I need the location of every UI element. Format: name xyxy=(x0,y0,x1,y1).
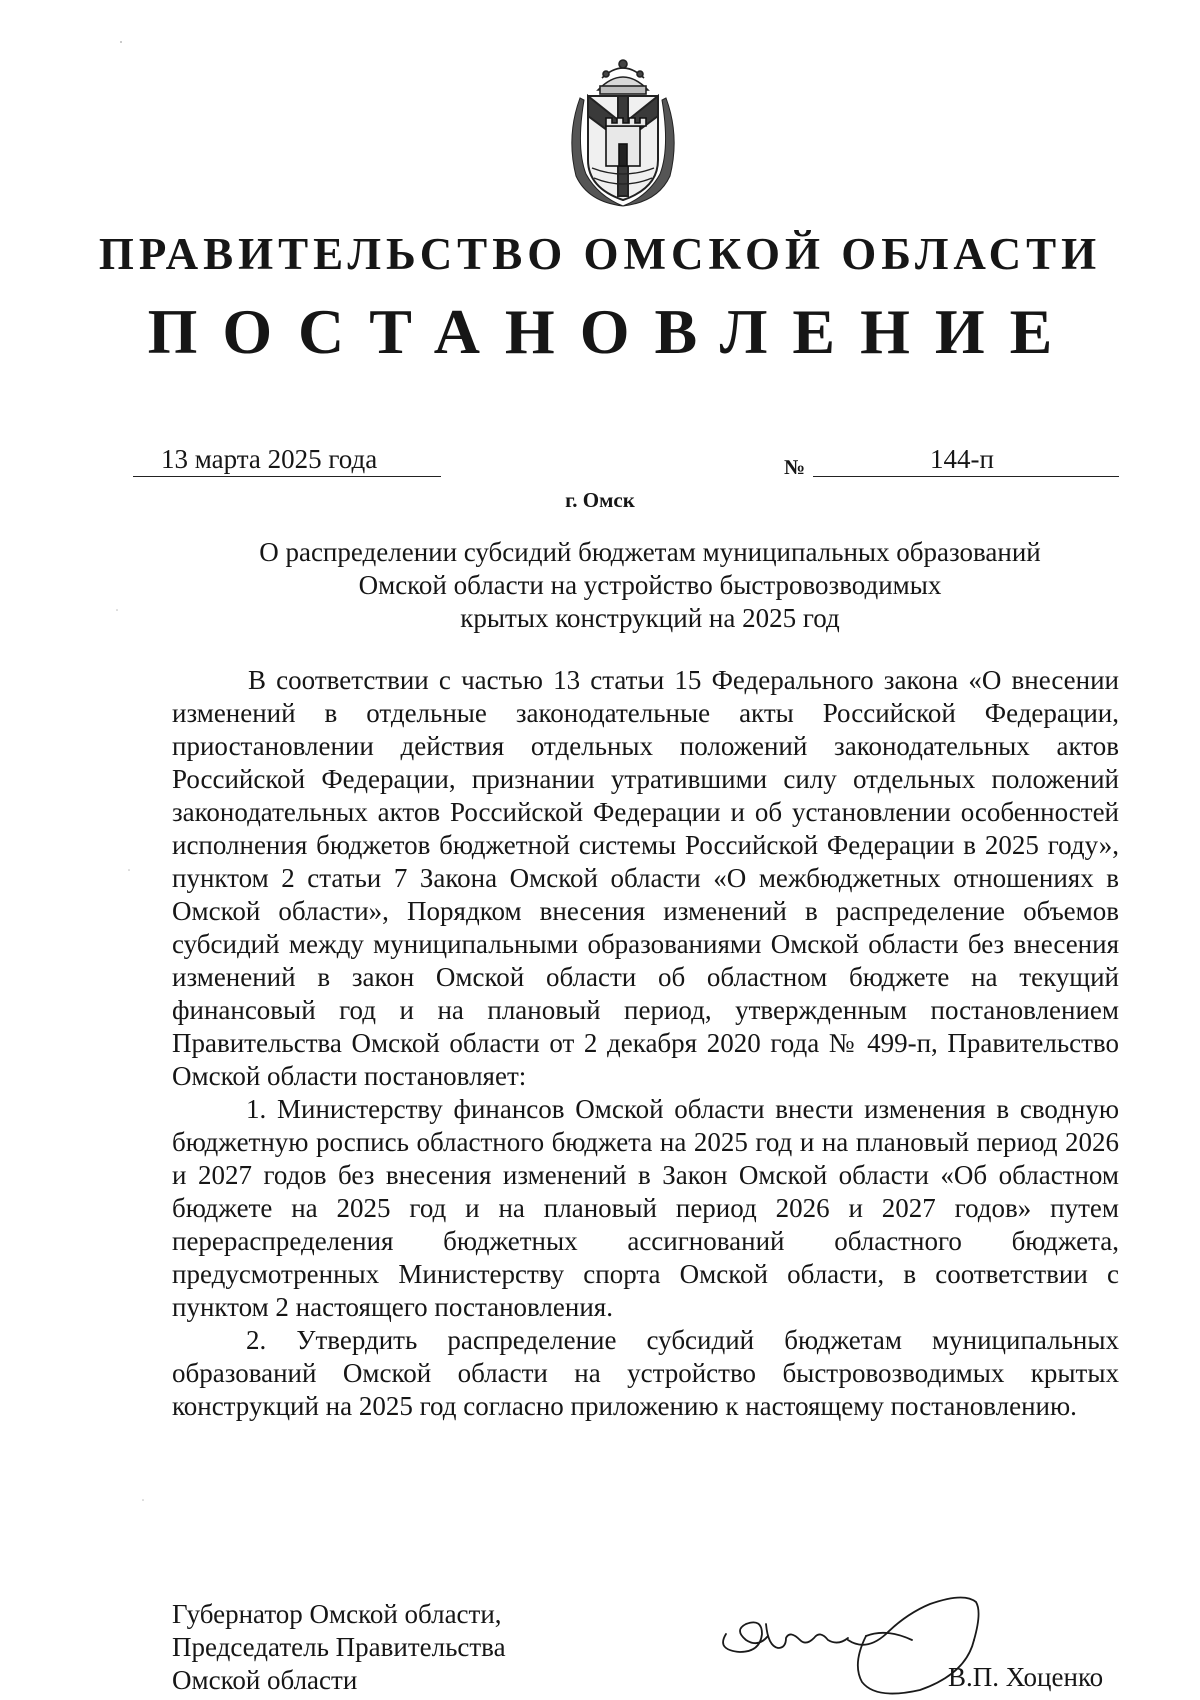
document-title xyxy=(200,536,1100,635)
signatory-position xyxy=(172,1598,506,1697)
number-sign: № xyxy=(784,455,806,479)
position-line: Омской области xyxy=(172,1665,358,1695)
city: г. Омск xyxy=(565,488,635,512)
title-line: О распределении субсидий бюджетам муниципальных образований xyxy=(259,537,1041,567)
title-line: Омской области на устройство быстровозводимых xyxy=(358,570,942,600)
document-body xyxy=(172,664,1119,1423)
position-line: Губернатор Омской области, xyxy=(172,1599,502,1629)
clause-2-paragraph: 2. Утвердить распределение субсидий бюджетам муниципальных образований Омской области на устройство быстровозводимых крытых конструкций на 2025 год согласно приложению к настоящему постановлению. xyxy=(172,1325,1119,1421)
document-date: 13 марта 2025 года xyxy=(133,446,441,477)
omsk-coat-of-arms-icon xyxy=(562,56,684,208)
document-number: 144-п xyxy=(813,446,1119,477)
position-line: Председатель Правительства xyxy=(172,1632,506,1662)
clause-1-paragraph: 1. Министерству финансов Омской области внести изменения в сводную бюджетную роспись областного бюджета на 2025 год и на плановый период 2026 и 2027 годов без внесения изменений в Закон Омской области «Об областном бюджете на 2025 год и на плановый период 2026 и 2027 годов» путем перераспределения бюджетных ассигнований областного бюджета, предусмотренных Министерству спорта Омской области, в соответствии с пунктом 2 настоящего постановления. xyxy=(172,1094,1119,1322)
signatory-name: В.П. Хоценко xyxy=(948,1662,1104,1692)
title-line: крытых конструкций на 2025 год xyxy=(460,603,840,633)
organization-name: ПРАВИТЕЛЬСТВО ОМСКОЙ ОБЛАСТИ xyxy=(98,229,1102,279)
document-type: ПОСТАНОВЛЕНИЕ xyxy=(147,296,1078,367)
preamble-paragraph: В соответствии с частью 13 статьи 15 Федерального закона «О внесении изменений в отдельные законодательные акты Российской Федерации, приостановлении действия отдельных положений законодательных актов Российской Федерации, признании утратившими силу отдельных положений законодательных актов Российской Федерации и об установлении особенностей исполнения бюджетов бюджетной системы Российской Федерации в 2025 году», пунктом 2 статьи 7 Закона Омской области «О межбюджетных отношениях в Омской области», Порядком внесения изменений в распределение объемов субсидий между муниципальными образованиями Омской области без внесения изменений в закон Омской области об областном бюджете на текущий финансовый год и на плановый период, утвержденным постановлением Правительства Омской области от 2 декабря 2020 года № 499-п, Правительство Омской области постановляет: xyxy=(172,665,1119,1091)
